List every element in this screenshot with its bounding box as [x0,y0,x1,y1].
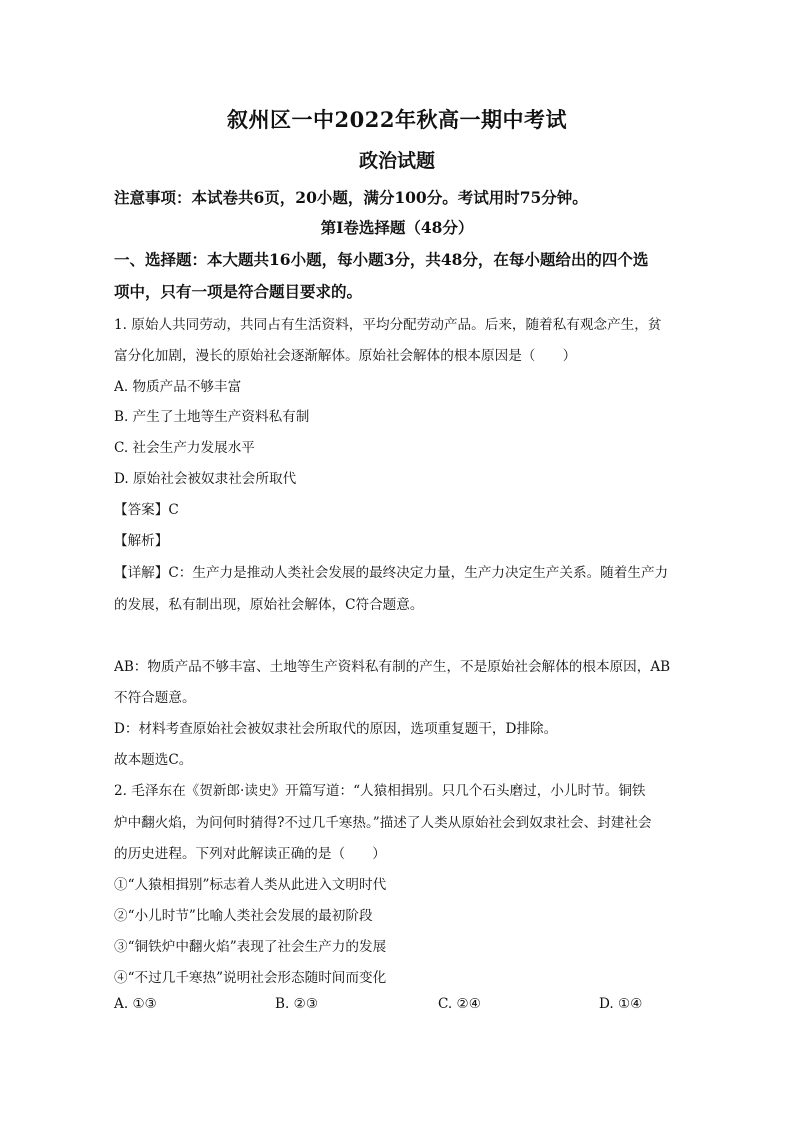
q2-statement-4: ④“不过几千寒热”说明社会形态随时间而变化 [114,970,387,986]
q1-conclusion: 故本题选C。 [114,752,193,768]
q2-statement-2: ②“小儿时节”比喻人类社会发展的最初阶段 [114,908,373,924]
exam-title: 叙州区一中2022年秋高一期中考试 [227,107,567,132]
subject-title: 政治试题 [358,150,435,172]
notice-text: 注意事项：本试卷共6页，20小题，满分100分。考试用时75分钟。 [114,188,588,207]
q2-option-c: C. ②④ [438,996,481,1012]
q2-stem-line-2: 炉中翻火焰，为问何时猜得?不过几千寒热。”描述了人类从原始社会到奴隶社会、封建社会 [114,815,652,831]
q1-answer: 【答案】C [114,502,179,518]
q1-option-a: A. 物质产品不够丰富 [114,379,242,395]
q2-option-a: A. ①③ [114,996,157,1012]
q2-statement-1: ①“人猿相揖别”标志着人类从此进入文明时代 [114,877,387,893]
q1-ab-line-1: AB：物质产品不够丰富、土地等生产资料私有制的产生，不是原始社会解体的根本原因，AB [114,659,671,675]
q1-detail-line-1: 【详解】C：生产力是推动人类社会发展的最终决定力量，生产力决定生产关系。随着生产力 [114,565,669,581]
q1-option-d: D. 原始社会被奴隶社会所取代 [114,471,297,487]
section-title: 第I卷选择题（48分） [320,218,474,237]
q1-ab-line-2: 不符合题意。 [114,690,196,706]
q2-option-b: B. ②③ [275,996,319,1012]
instructions-line-1: 一、选择题：本大题共16小题，每小题3分，共48分，在每小题给出的四个选 [114,250,649,269]
q1-stem-line-2: 富分化加剧，漫长的原始社会逐渐解体。原始社会解体的根本原因是（ ） [114,348,577,364]
q2-stem-line-1: 2. 毛泽东在《贺新郎·读史》开篇写道：“人猿相揖别。只几个石头磨过，小儿时节。铜铁 [114,783,646,799]
q1-detail-line-2: 的发展，私有制出现，原始社会解体，C符合题意。 [114,597,424,613]
q1-option-c: C. 社会生产力发展水平 [114,440,255,456]
q2-stem-line-3: 的历史进程。下列对此解读正确的是（ ） [114,846,386,862]
q2-statement-3: ③“铜铁炉中翻火焰”表现了社会生产力的发展 [114,939,387,955]
q1-option-b: B. 产生了土地等生产资料私有制 [114,409,310,425]
q1-analysis-label: 【解析】 [114,533,169,549]
q1-d-line: D：材料考查原始社会被奴隶社会所取代的原因，选项重复题干，D排除。 [114,721,558,737]
q1-stem-line-1: 1. 原始人共同劳动，共同占有生活资料，平均分配劳动产品。后来，随着私有观念产生，贫 [114,317,662,333]
q2-option-d: D. ①④ [599,996,643,1012]
instructions-line-2: 项中，只有一项是符合题目要求的。 [114,282,363,301]
